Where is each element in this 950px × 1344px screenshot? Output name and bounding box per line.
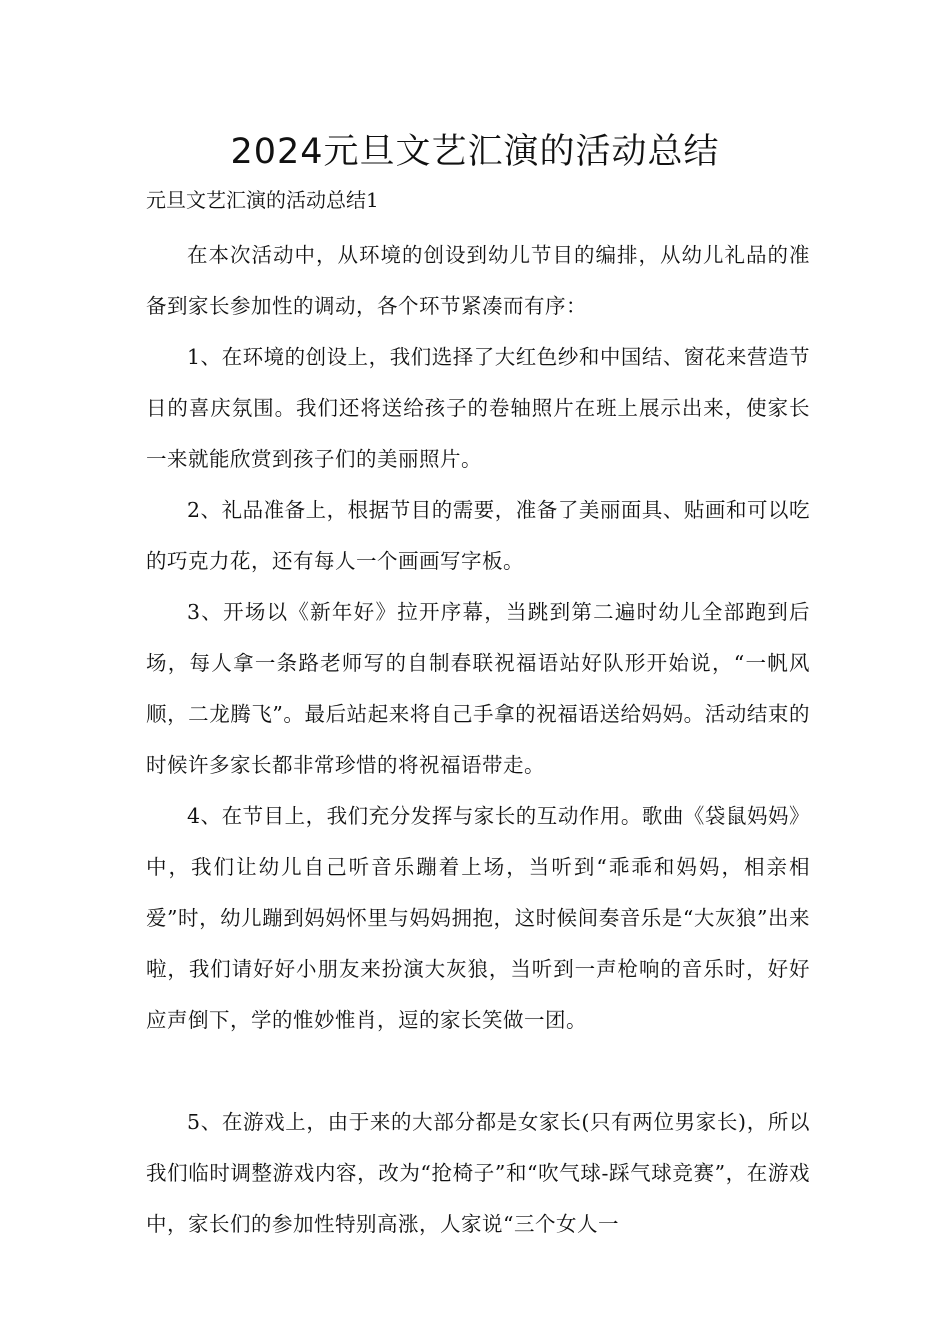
section-heading: 元旦文艺汇演的活动总结1 <box>146 188 379 212</box>
paragraph-intro: 在本次活动中，从环境的创设到幼儿节目的编排，从幼儿礼品的准备到家长参加性的调动，各个环节紧凑而有序： <box>146 243 810 318</box>
paragraph-item-1: 1、在环境的创设上，我们选择了大红色纱和中国结、窗花来营造节日的喜庆氛围。我们还将送给孩子的卷轴照片在班上展示出来，使家长一来就能欣赏到孩子们的美丽照片。 <box>146 345 810 471</box>
paragraph-item-3: 3、开场以《新年好》拉开序幕，当跳到第二遍时幼儿全部跑到后场，每人拿一条路老师写的自制春联祝福语站好队形开始说，“一帆风顺，二龙腾飞”。最后站起来将自己手拿的祝福语送给妈妈。活动结束的时候许多家长都非常珍惜的将祝福语带走。 <box>146 600 810 777</box>
paragraph-item-2: 2、礼品准备上，根据节目的需要，准备了美丽面具、贴画和可以吃的巧克力花，还有每人一个画画写字板。 <box>146 498 810 573</box>
paragraph-item-4: 4、在节目上，我们充分发挥与家长的互动作用。歌曲《袋鼠妈妈》中，我们让幼儿自己听音乐蹦着上场，当听到“乖乖和妈妈，相亲相爱”时，幼儿蹦到妈妈怀里与妈妈拥抱，这时候间奏音乐是“大灰狼”出来啦，我们请好好小朋友来扮演大灰狼，当听到一声枪响的音乐时，好好应声倒下，学的惟妙惟肖，逗的家长笑做一团。 <box>146 804 810 1032</box>
document-body <box>146 230 810 1250</box>
paragraph-spacer <box>146 1046 810 1097</box>
document-title: 2024元旦文艺汇演的活动总结 <box>230 132 720 172</box>
paragraph-item-5: 5、在游戏上，由于来的大部分都是女家长(只有两位男家长)，所以我们临时调整游戏内容，改为“抢椅子”和“吹气球-踩气球竞赛”，在游戏中，家长们的参加性特别高涨，人家说“三个女人一 <box>146 1110 810 1236</box>
